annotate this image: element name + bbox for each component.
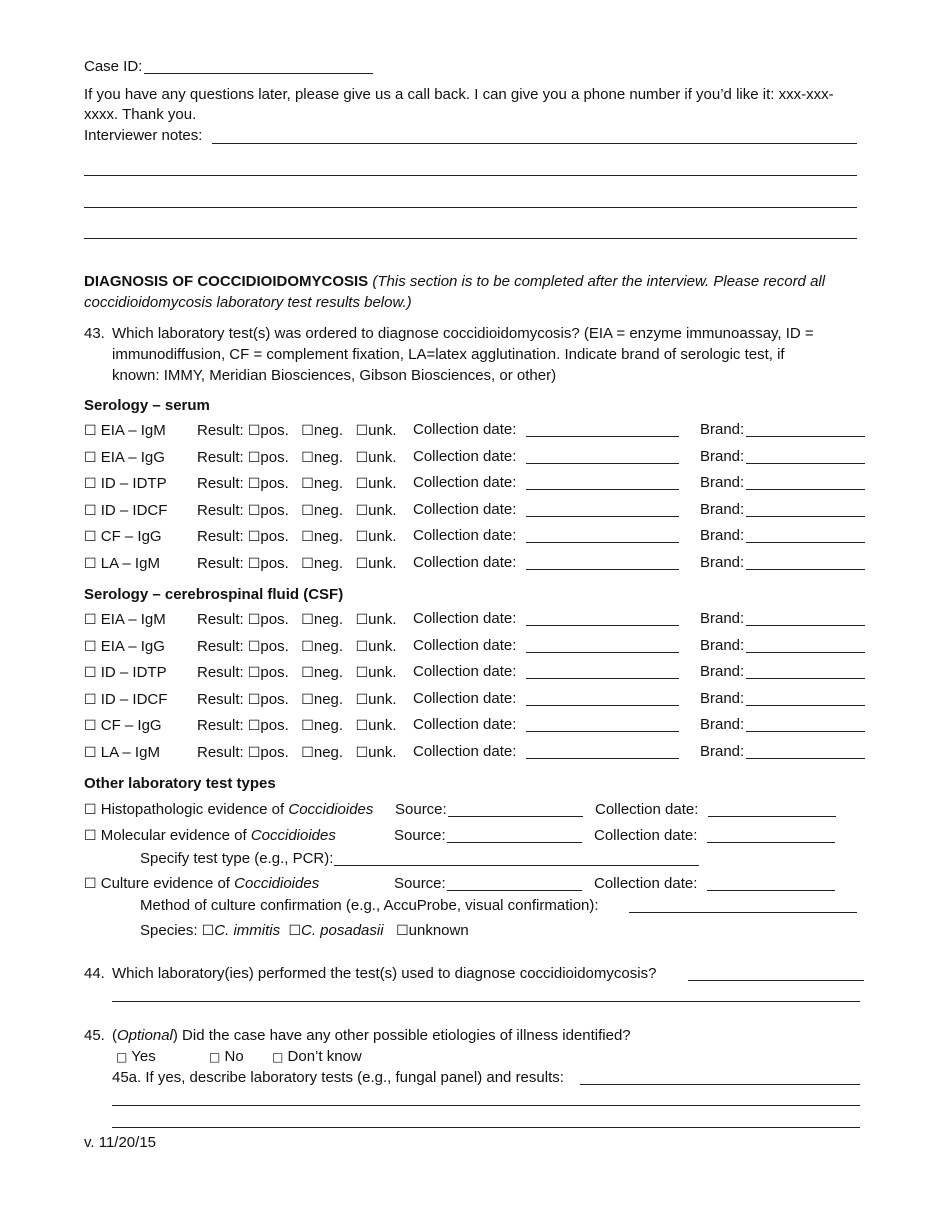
result-neg-checkbox[interactable]: ☐ bbox=[301, 665, 314, 682]
q44-text: Which laboratory(ies) performed the test(s) used to diagnose coccidioidomycosis? bbox=[112, 965, 657, 982]
q45-dont-know-option[interactable] bbox=[272, 1048, 362, 1065]
collection-date-label: Collection date: bbox=[413, 554, 517, 571]
molecular-collection-label: Collection date: bbox=[594, 827, 698, 844]
collection-date-label: Collection date: bbox=[413, 663, 517, 681]
serum-test-name: CF – IgG bbox=[100, 528, 162, 546]
serum-test-checkbox[interactable]: ☐ bbox=[84, 449, 97, 466]
serum-test-name: ID – IDTP bbox=[100, 475, 167, 493]
csf-result-group bbox=[197, 717, 397, 734]
result-unk-label: unk. bbox=[368, 744, 397, 761]
serum-test-checkbox[interactable]: ☐ bbox=[84, 476, 97, 493]
serum-result-group bbox=[197, 422, 397, 439]
brand-label: Brand: bbox=[700, 474, 745, 492]
serum-result-group bbox=[197, 475, 397, 492]
q45a-label: 45a. If yes, describe laboratory tests (e.g., fungal panel) and results: bbox=[112, 1069, 564, 1086]
result-pos-checkbox[interactable]: ☐ bbox=[247, 718, 261, 735]
result-label: Result: bbox=[197, 611, 244, 628]
notes-line-4[interactable] bbox=[84, 238, 857, 239]
csf-test-checkbox[interactable]: ☐ bbox=[84, 665, 97, 682]
serum-test-name: LA – IgM bbox=[100, 555, 160, 572]
result-unk-label: unk. bbox=[368, 637, 397, 655]
species-unknown-label: unknown bbox=[408, 922, 469, 939]
culture-source-field[interactable] bbox=[447, 890, 582, 891]
csf-test-checkbox[interactable]: ☐ bbox=[84, 612, 97, 628]
csf-test-checkbox[interactable]: ☐ bbox=[84, 638, 97, 655]
collection-date-label: Collection date: bbox=[413, 716, 517, 734]
collection-date-field[interactable] bbox=[526, 652, 679, 653]
case-id-field[interactable] bbox=[144, 73, 373, 74]
csf-test-option[interactable] bbox=[84, 744, 160, 761]
brand-label: Brand: bbox=[700, 743, 745, 760]
serum-result-group bbox=[197, 449, 397, 466]
q45-optional: Optional bbox=[117, 1027, 173, 1044]
brand-field[interactable] bbox=[746, 569, 865, 570]
species-immitis-checkbox[interactable]: ☐ bbox=[201, 923, 215, 939]
csf-test-checkbox[interactable]: ☐ bbox=[84, 745, 97, 761]
result-unk-checkbox[interactable]: ☐ bbox=[355, 718, 369, 735]
notes-line-2[interactable] bbox=[84, 175, 857, 176]
result-pos-checkbox[interactable]: ☐ bbox=[247, 745, 261, 761]
result-label: Result: bbox=[197, 637, 244, 655]
serum-test-checkbox[interactable]: ☐ bbox=[84, 556, 97, 572]
other-tests-title: Other laboratory test types bbox=[84, 775, 276, 792]
collection-date-label: Collection date: bbox=[413, 500, 517, 518]
result-unk-label: unk. bbox=[368, 475, 397, 493]
result-label: Result: bbox=[197, 422, 244, 439]
csf-result-group bbox=[197, 611, 397, 628]
result-neg-label: neg. bbox=[313, 611, 344, 628]
q45-dont-know-checkbox[interactable]: □ bbox=[272, 1050, 284, 1064]
brand-label: Brand: bbox=[700, 716, 745, 734]
result-neg-checkbox[interactable]: ☐ bbox=[301, 423, 314, 439]
brand-label: Brand: bbox=[700, 554, 745, 571]
brand-field[interactable] bbox=[746, 463, 865, 464]
interviewer-notes-label: Interviewer notes: bbox=[84, 127, 203, 144]
collection-date-field[interactable] bbox=[526, 542, 679, 543]
csf-test-name: EIA – IgG bbox=[100, 637, 165, 655]
result-unk-label: unk. bbox=[368, 448, 397, 466]
result-pos-checkbox[interactable]: ☐ bbox=[247, 423, 261, 439]
result-neg-label: neg. bbox=[313, 690, 344, 708]
csf-test-name: ID – IDCF bbox=[100, 690, 168, 708]
serum-test-option[interactable] bbox=[84, 449, 165, 466]
csf-test-checkbox[interactable]: ☐ bbox=[84, 691, 97, 708]
serum-result-group bbox=[197, 502, 397, 519]
serum-test-name: ID – IDCF bbox=[100, 501, 168, 519]
result-pos-label: pos. bbox=[260, 690, 289, 708]
result-pos-checkbox[interactable]: ☐ bbox=[247, 476, 261, 493]
molecular-collection-field[interactable] bbox=[707, 842, 835, 843]
result-unk-label: unk. bbox=[368, 501, 397, 519]
species-posadasii-checkbox[interactable]: ☐ bbox=[288, 923, 302, 939]
result-unk-label: unk. bbox=[368, 717, 397, 735]
result-neg-label: neg. bbox=[313, 475, 344, 493]
brand-field[interactable] bbox=[746, 516, 865, 517]
culture-source-label: Source: bbox=[394, 875, 446, 892]
serum-test-checkbox[interactable]: ☐ bbox=[84, 502, 97, 519]
histo-checkbox[interactable]: ☐ bbox=[84, 802, 97, 818]
molecular-label: Molecular evidence of bbox=[100, 827, 247, 844]
result-neg-label: neg. bbox=[313, 717, 344, 735]
brand-field[interactable] bbox=[746, 678, 865, 679]
serum-test-checkbox[interactable]: ☐ bbox=[84, 423, 97, 439]
histo-source-label: Source: bbox=[395, 801, 447, 818]
csf-test-option[interactable] bbox=[84, 611, 166, 628]
csf-result-group bbox=[197, 691, 397, 708]
result-neg-label: neg. bbox=[313, 637, 344, 655]
molecular-checkbox[interactable]: ☐ bbox=[84, 828, 97, 844]
result-pos-checkbox[interactable]: ☐ bbox=[247, 449, 261, 466]
section-title: DIAGNOSIS OF COCCIDIOIDOMYCOSIS bbox=[84, 273, 369, 290]
csf-test-checkbox[interactable]: ☐ bbox=[84, 718, 97, 735]
q45-no-option[interactable] bbox=[209, 1048, 244, 1065]
result-pos-label: pos. bbox=[260, 555, 289, 572]
collection-date-field[interactable] bbox=[526, 436, 679, 437]
result-pos-checkbox[interactable]: ☐ bbox=[247, 638, 261, 655]
brand-label: Brand: bbox=[700, 500, 745, 518]
result-unk-label: unk. bbox=[368, 528, 397, 546]
result-pos-checkbox[interactable]: ☐ bbox=[247, 529, 261, 546]
case-id-label: Case ID: bbox=[84, 58, 143, 75]
species-label: Species: bbox=[140, 922, 198, 939]
q44-number: 44. bbox=[84, 965, 105, 982]
histo-row bbox=[84, 801, 373, 818]
brand-label: Brand: bbox=[700, 636, 745, 654]
serum-test-name: EIA – IgG bbox=[100, 448, 165, 466]
molecular-row bbox=[84, 827, 336, 844]
result-label: Result: bbox=[197, 555, 244, 572]
brand-field[interactable] bbox=[746, 731, 865, 732]
result-unk-checkbox[interactable]: ☐ bbox=[355, 745, 369, 761]
callback-text-line2: xxxx. Thank you. bbox=[84, 106, 197, 123]
result-pos-label: pos. bbox=[260, 611, 289, 628]
section-note-line1: (This section is to be completed after the interview. Please record all bbox=[372, 273, 826, 290]
species-row bbox=[140, 922, 469, 939]
collection-date-field[interactable] bbox=[526, 678, 679, 679]
result-neg-label: neg. bbox=[313, 555, 344, 572]
brand-label: Brand: bbox=[700, 447, 745, 465]
csf-test-option[interactable] bbox=[84, 717, 162, 734]
collection-date-label: Collection date: bbox=[413, 421, 517, 438]
result-neg-checkbox[interactable]: ☐ bbox=[301, 745, 314, 761]
csf-result-group bbox=[197, 744, 397, 761]
result-neg-label: neg. bbox=[313, 744, 344, 761]
brand-field[interactable] bbox=[746, 625, 865, 626]
result-pos-label: pos. bbox=[260, 637, 289, 655]
collection-date-field[interactable] bbox=[526, 463, 679, 464]
result-pos-label: pos. bbox=[260, 528, 289, 546]
histo-source-field[interactable] bbox=[448, 816, 583, 817]
version-label: v. 11/20/15 bbox=[84, 1134, 156, 1151]
q43-line2: immunodiffusion, CF = complement fixation, LA=latex agglutination. Indicate brand of serologic test, if bbox=[112, 346, 785, 363]
csf-result-group bbox=[197, 638, 397, 655]
collection-date-label: Collection date: bbox=[413, 610, 517, 627]
result-neg-checkbox[interactable]: ☐ bbox=[301, 529, 314, 546]
collection-date-label: Collection date: bbox=[413, 527, 517, 545]
result-label: Result: bbox=[197, 690, 244, 708]
specify-test-type-field[interactable] bbox=[334, 865, 699, 866]
serum-result-group bbox=[197, 555, 397, 572]
result-pos-label: pos. bbox=[260, 448, 289, 466]
result-neg-checkbox[interactable]: ☐ bbox=[301, 449, 314, 466]
collection-date-label: Collection date: bbox=[413, 636, 517, 654]
result-unk-checkbox[interactable]: ☐ bbox=[355, 449, 369, 466]
result-label: Result: bbox=[197, 475, 244, 493]
result-pos-label: pos. bbox=[260, 664, 289, 682]
collection-date-label: Collection date: bbox=[413, 689, 517, 707]
result-pos-checkbox[interactable]: ☐ bbox=[247, 556, 261, 572]
q45-yes-label: Yes bbox=[131, 1048, 156, 1065]
result-neg-checkbox[interactable]: ☐ bbox=[301, 718, 314, 735]
q45-number: 45. bbox=[84, 1027, 105, 1044]
callback-text-line1: If you have any questions later, please give us a call back. I can give you a phone number if you’d like it: xxx-xxx- bbox=[84, 86, 834, 103]
culture-collection-field[interactable] bbox=[707, 890, 835, 891]
result-pos-checkbox[interactable]: ☐ bbox=[247, 502, 261, 519]
csf-test-name: ID – IDTP bbox=[100, 664, 167, 682]
csf-test-name: EIA – IgM bbox=[100, 611, 166, 628]
result-neg-label: neg. bbox=[313, 501, 344, 519]
result-neg-label: neg. bbox=[313, 528, 344, 546]
result-label: Result: bbox=[197, 501, 244, 519]
histo-collection-field[interactable] bbox=[708, 816, 836, 817]
q45-yes-checkbox[interactable]: □ bbox=[116, 1050, 128, 1064]
brand-label: Brand: bbox=[700, 421, 745, 438]
brand-field[interactable] bbox=[746, 758, 865, 759]
q43-line3: known: IMMY, Meridian Biosciences, Gibson Biosciences, or other) bbox=[112, 367, 557, 384]
csf-section-title: Serology – cerebrospinal fluid (CSF) bbox=[84, 586, 344, 603]
result-neg-label: neg. bbox=[313, 448, 344, 466]
molecular-genus: Coccidioides bbox=[250, 827, 336, 844]
result-pos-checkbox[interactable]: ☐ bbox=[247, 612, 261, 628]
brand-label: Brand: bbox=[700, 663, 745, 681]
collection-date-field[interactable] bbox=[526, 569, 679, 570]
culture-row bbox=[84, 875, 319, 892]
section-heading bbox=[84, 273, 825, 290]
csf-test-option[interactable] bbox=[84, 691, 167, 708]
brand-field[interactable] bbox=[746, 705, 865, 706]
serum-test-option[interactable] bbox=[84, 528, 162, 545]
serum-test-option[interactable] bbox=[84, 502, 167, 519]
section-note-line2: coccidioidomycosis laboratory test results below.) bbox=[84, 294, 412, 311]
result-pos-label: pos. bbox=[260, 501, 289, 519]
brand-label: Brand: bbox=[700, 689, 745, 707]
result-pos-label: pos. bbox=[260, 475, 289, 493]
q45-dont-know-label: Don’t know bbox=[287, 1048, 362, 1065]
collection-date-field[interactable] bbox=[526, 731, 679, 732]
result-unk-label: unk. bbox=[368, 611, 397, 628]
result-label: Result: bbox=[197, 717, 244, 735]
serum-section-title: Serology – serum bbox=[84, 397, 210, 414]
result-pos-label: pos. bbox=[260, 744, 289, 761]
serum-test-option[interactable] bbox=[84, 422, 166, 439]
histo-collection-label: Collection date: bbox=[595, 801, 699, 818]
result-unk-checkbox[interactable]: ☐ bbox=[355, 529, 369, 546]
result-unk-checkbox[interactable]: ☐ bbox=[355, 502, 369, 519]
collection-date-field[interactable] bbox=[526, 489, 679, 490]
result-label: Result: bbox=[197, 528, 244, 546]
brand-label: Brand: bbox=[700, 610, 745, 627]
collection-date-field[interactable] bbox=[526, 758, 679, 759]
q45a-answer-field[interactable] bbox=[580, 1084, 860, 1085]
brand-field[interactable] bbox=[746, 542, 865, 543]
result-label: Result: bbox=[197, 744, 244, 761]
interviewer-notes-field[interactable] bbox=[212, 143, 857, 144]
csf-test-option[interactable] bbox=[84, 638, 165, 655]
csf-test-option[interactable] bbox=[84, 664, 167, 681]
result-neg-checkbox[interactable]: ☐ bbox=[301, 476, 314, 493]
culture-label: Culture evidence of bbox=[100, 875, 230, 892]
q45-yes-option[interactable] bbox=[116, 1048, 156, 1065]
notes-line-3[interactable] bbox=[84, 207, 857, 208]
brand-field[interactable] bbox=[746, 436, 865, 437]
culture-genus: Coccidioides bbox=[234, 875, 320, 892]
result-unk-label: unk. bbox=[368, 555, 397, 572]
result-neg-checkbox[interactable]: ☐ bbox=[301, 638, 314, 655]
species-unknown-checkbox[interactable]: ☐ bbox=[396, 923, 409, 939]
result-unk-label: unk. bbox=[368, 690, 397, 708]
result-neg-checkbox[interactable]: ☐ bbox=[301, 502, 314, 519]
result-pos-label: pos. bbox=[260, 422, 289, 439]
q44-answer-line2[interactable] bbox=[112, 1001, 860, 1002]
serum-test-option[interactable] bbox=[84, 555, 160, 572]
result-unk-checkbox[interactable]: ☐ bbox=[355, 556, 369, 572]
histo-genus: Coccidioides bbox=[288, 801, 374, 818]
q45-no-checkbox[interactable]: □ bbox=[209, 1050, 221, 1064]
q44-answer-field[interactable] bbox=[688, 980, 864, 981]
method-label: Method of culture confirmation (e.g., AccuProbe, visual confirmation): bbox=[140, 897, 599, 914]
serum-test-checkbox[interactable]: ☐ bbox=[84, 529, 97, 546]
q45-text: ) Did the case have any other possible etiologies of illness identified? bbox=[172, 1027, 631, 1044]
serum-test-name: EIA – IgM bbox=[100, 422, 166, 439]
collection-date-field[interactable] bbox=[526, 705, 679, 706]
molecular-source-label: Source: bbox=[394, 827, 446, 844]
serum-result-group bbox=[197, 528, 397, 545]
species-posadasii-label: C. posadasii bbox=[301, 922, 384, 939]
collection-date-label: Collection date: bbox=[413, 447, 517, 465]
csf-test-name: LA – IgM bbox=[100, 744, 160, 761]
result-pos-checkbox[interactable]: ☐ bbox=[247, 691, 261, 708]
q45-question: (Optional) Did the case have any other possible etiologies of illness identified? bbox=[112, 1027, 631, 1044]
brand-label: Brand: bbox=[700, 527, 745, 545]
result-neg-checkbox[interactable]: ☐ bbox=[301, 691, 314, 708]
culture-collection-label: Collection date: bbox=[594, 875, 698, 892]
brand-field[interactable] bbox=[746, 489, 865, 490]
csf-test-name: CF – IgG bbox=[100, 717, 162, 735]
collection-date-label: Collection date: bbox=[413, 743, 517, 760]
result-neg-checkbox[interactable]: ☐ bbox=[301, 612, 314, 628]
species-immitis-label: C. immitis bbox=[214, 922, 281, 939]
collection-date-field[interactable] bbox=[526, 516, 679, 517]
q43-line1: Which laboratory test(s) was ordered to diagnose coccidioidomycosis? (EIA = enzyme immunoassay, ID = bbox=[112, 325, 814, 342]
result-label: Result: bbox=[197, 664, 244, 682]
result-unk-label: unk. bbox=[368, 664, 397, 682]
result-unk-checkbox[interactable]: ☐ bbox=[355, 423, 369, 439]
result-neg-label: neg. bbox=[313, 664, 344, 682]
brand-field[interactable] bbox=[746, 652, 865, 653]
result-unk-checkbox[interactable]: ☐ bbox=[355, 665, 369, 682]
collection-date-field[interactable] bbox=[526, 625, 679, 626]
specify-test-type-label: Specify test type (e.g., PCR): bbox=[140, 850, 334, 867]
collection-date-label: Collection date: bbox=[413, 474, 517, 492]
result-label: Result: bbox=[197, 448, 244, 466]
result-neg-checkbox[interactable]: ☐ bbox=[301, 556, 314, 572]
histo-label: Histopathologic evidence of bbox=[100, 801, 285, 818]
result-unk-checkbox[interactable]: ☐ bbox=[355, 476, 369, 493]
q45a-answer-line3[interactable] bbox=[112, 1127, 860, 1128]
method-field[interactable] bbox=[629, 912, 857, 913]
result-unk-checkbox[interactable]: ☐ bbox=[355, 612, 369, 628]
csf-result-group bbox=[197, 664, 397, 681]
q45-no-label: No bbox=[224, 1048, 244, 1065]
molecular-source-field[interactable] bbox=[447, 842, 582, 843]
result-pos-label: pos. bbox=[260, 717, 289, 735]
serum-test-option[interactable] bbox=[84, 475, 167, 492]
result-unk-checkbox[interactable]: ☐ bbox=[355, 638, 369, 655]
result-unk-checkbox[interactable]: ☐ bbox=[355, 691, 369, 708]
result-unk-label: unk. bbox=[368, 422, 397, 439]
q45a-answer-line2[interactable] bbox=[112, 1105, 860, 1106]
result-pos-checkbox[interactable]: ☐ bbox=[247, 665, 261, 682]
culture-checkbox[interactable]: ☐ bbox=[84, 876, 97, 892]
q43-number: 43. bbox=[84, 325, 105, 342]
result-neg-label: neg. bbox=[313, 422, 344, 439]
